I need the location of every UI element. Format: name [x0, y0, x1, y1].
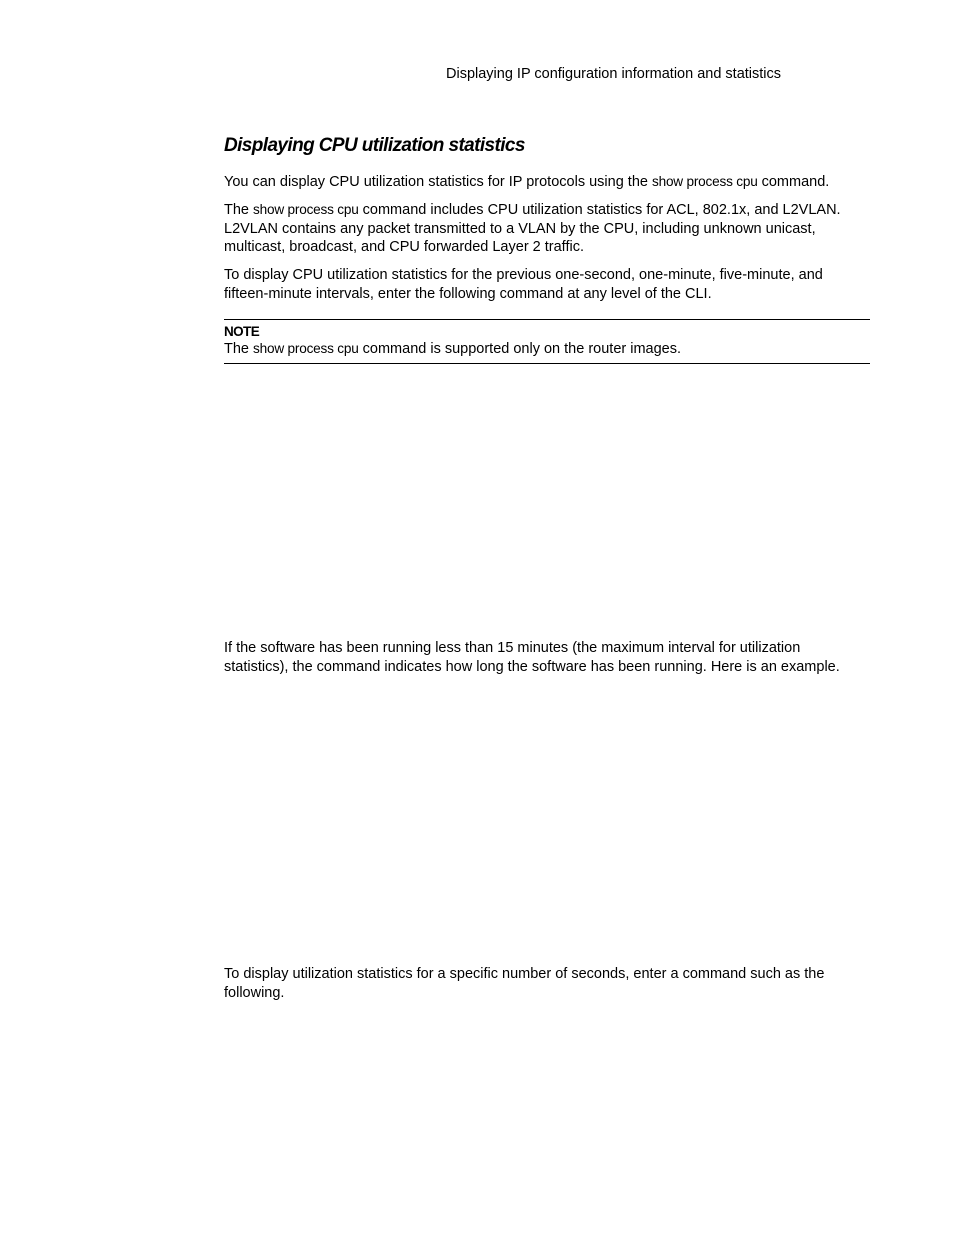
uptime-line-2: statistics), the command indicates how long the software has been running. Here is an example. [224, 658, 840, 675]
l2vlan-line-3: multicast, broadcast, and CPU forwarded Layer 2 traffic. [224, 239, 584, 256]
intervals-paragraph [224, 266, 874, 303]
intro-command: show process cpu [651, 174, 758, 189]
intro-text-after: command. [757, 174, 830, 190]
note-text [224, 340, 681, 358]
uptime-paragraph [224, 639, 874, 676]
intro-paragraph [224, 173, 874, 192]
seconds-line-2: following. [224, 984, 285, 1001]
l2vlan-paragraph [224, 201, 874, 257]
l2vlan-text-after: command includes CPU utilization statistics for ACL, 802.1x, and L2VLAN. [358, 202, 841, 218]
note-text-after: command is supported only on the router images. [358, 341, 682, 357]
note-text-before: The [224, 341, 254, 357]
l2vlan-line-2: L2VLAN contains any packet transmitted to a VLAN by the CPU, including unknown unicast, [224, 220, 816, 237]
note-box [224, 319, 870, 364]
l2vlan-text-before: The [224, 202, 254, 218]
intervals-line-2: fifteen-minute intervals, enter the following command at any level of the CLI. [224, 285, 712, 302]
running-header: Displaying IP configuration information and statistics [446, 66, 782, 82]
l2vlan-command: show process cpu [253, 202, 359, 217]
uptime-line-1: If the software has been running less than 15 minutes (the maximum interval for utilization [224, 640, 801, 656]
note-command: show process cpu [253, 341, 359, 356]
section-title: Displaying CPU utilization statistics [224, 135, 525, 156]
seconds-paragraph [224, 965, 874, 1002]
l2vlan-line-1 [224, 201, 874, 220]
note-label: NOTE [224, 324, 260, 339]
seconds-line-1: To display utilization statistics for a specific number of seconds, enter a command such as the [224, 966, 825, 982]
intervals-line-1: To display CPU utilization statistics for the previous one-second, one-minute, five-minute, and [224, 267, 823, 283]
intro-text-before: You can display CPU utilization statistics for IP protocols using the [224, 174, 652, 190]
